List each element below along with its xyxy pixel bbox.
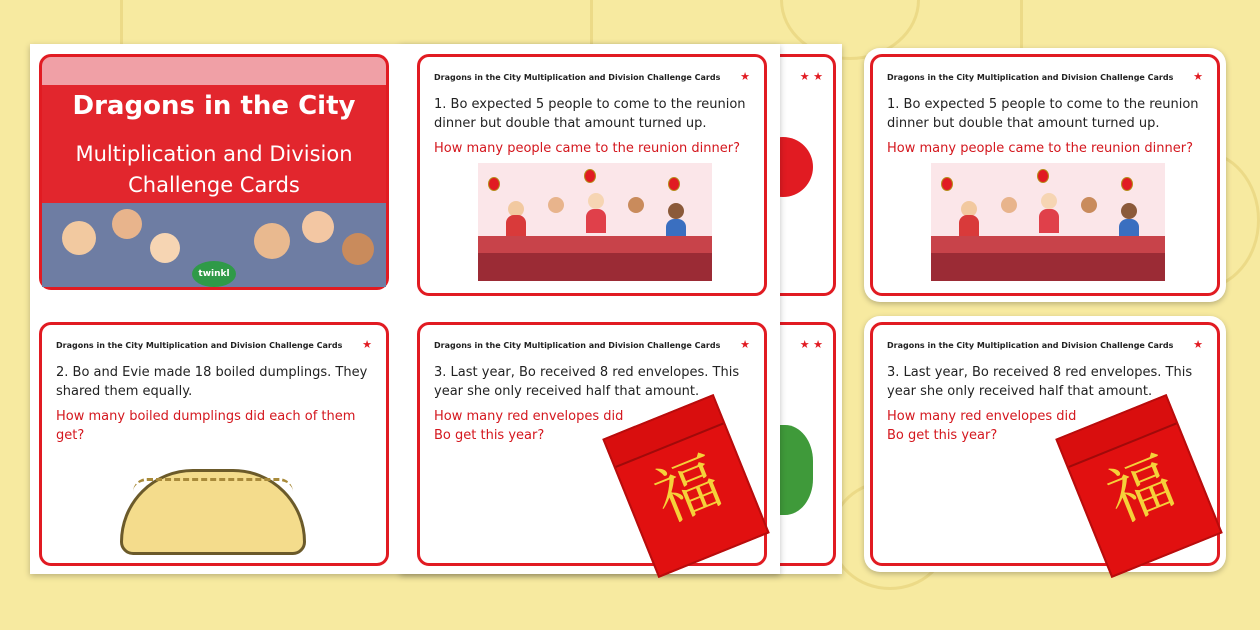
twinkl-logo: twinkl [192,261,236,287]
challenge-card-1-copy [870,54,1220,296]
face [342,233,374,265]
question-prompt [434,407,623,445]
challenge-card-3 [417,322,767,566]
question-text: 2. Bo and Evie made 18 boiled dumplings. They shared them equally. [56,365,368,399]
lantern-icon [941,177,953,191]
face [254,223,290,259]
reunion-dinner-illustration [478,163,712,281]
red-envelope-icon [602,394,769,578]
person [1041,193,1057,209]
star-rating: ★ [1193,338,1203,351]
table-base [931,253,1165,281]
card-header: Dragons in the City Multiplication and Division Challenge Cards [56,341,343,350]
question-text: 1. Bo expected 5 people to come to the reunion dinner but double that amount turned up. [434,97,746,131]
question-prompt: How many people came to the reunion dinner? [434,141,741,156]
red-envelope-icon [1055,394,1222,578]
question-prompt-line: Bo get this year? [887,428,998,443]
card-header: Dragons in the City Multiplication and Division Challenge Cards [434,73,721,82]
lantern-icon [1121,177,1133,191]
fu-character: 福 [644,444,732,537]
two-star-rating: ★ ★ [799,70,823,83]
person [1121,203,1137,219]
card-header: Dragons in the City Multiplication and Division Challenge Cards [887,341,1174,350]
person [668,203,684,219]
face [62,221,96,255]
star-rating: ★ [362,338,372,351]
lantern-icon [1037,169,1049,183]
two-star-rating: ★ ★ [799,338,823,351]
reunion-dinner-illustration [931,163,1165,281]
star-rating: ★ [740,70,750,83]
question-prompt: How many boiled dumplings did each of them get? [56,409,356,443]
person [1081,197,1097,213]
question-prompt [887,407,1076,445]
person [588,193,604,209]
table-base [478,253,712,281]
dumpling-illustration [120,469,306,555]
person [1001,197,1017,213]
dinner-table [931,236,1165,253]
question-text: 3. Last year, Bo received 8 red envelopes. This year she only received half that amount. [434,365,740,399]
challenge-card-1 [417,54,767,296]
star-rating: ★ [1193,70,1203,83]
question-text: 3. Last year, Bo received 8 red envelopes. This year she only received half that amount. [887,365,1193,399]
card-header: Dragons in the City Multiplication and Division Challenge Cards [887,73,1174,82]
face [112,209,142,239]
subtitle-line: Challenge Cards [128,173,300,197]
dinner-table [478,236,712,253]
person-body [586,209,606,233]
subtitle [42,139,386,201]
lantern-icon [668,177,680,191]
challenge-card-3-copy [870,322,1220,566]
person-body [1039,209,1059,233]
face [302,211,334,243]
question-text: 1. Bo expected 5 people to come to the reunion dinner but double that amount turned up. [887,97,1199,131]
title-card [39,54,389,290]
person [628,197,644,213]
crowd-illustration [42,203,386,287]
challenge-card-2 [39,322,389,566]
lantern-icon [584,169,596,183]
question-prompt: How many people came to the reunion dinner? [887,141,1194,156]
star-rating: ★ [740,338,750,351]
face [150,233,180,263]
person [548,197,564,213]
question-prompt-line: Bo get this year? [434,428,545,443]
question-prompt-line: How many red envelopes did [434,409,624,424]
loose-card-bottom [864,316,1226,572]
fu-character: 福 [1097,444,1185,537]
loose-card-top [864,48,1226,302]
lantern-icon [488,177,500,191]
subtitle-line: Multiplication and Division [75,142,353,166]
front-sheet [30,44,780,574]
dumpling-crimp [133,478,293,492]
page-title: Dragons in the City [72,91,356,121]
question-prompt-line: How many red envelopes did [887,409,1077,424]
card-header: Dragons in the City Multiplication and Division Challenge Cards [434,341,721,350]
